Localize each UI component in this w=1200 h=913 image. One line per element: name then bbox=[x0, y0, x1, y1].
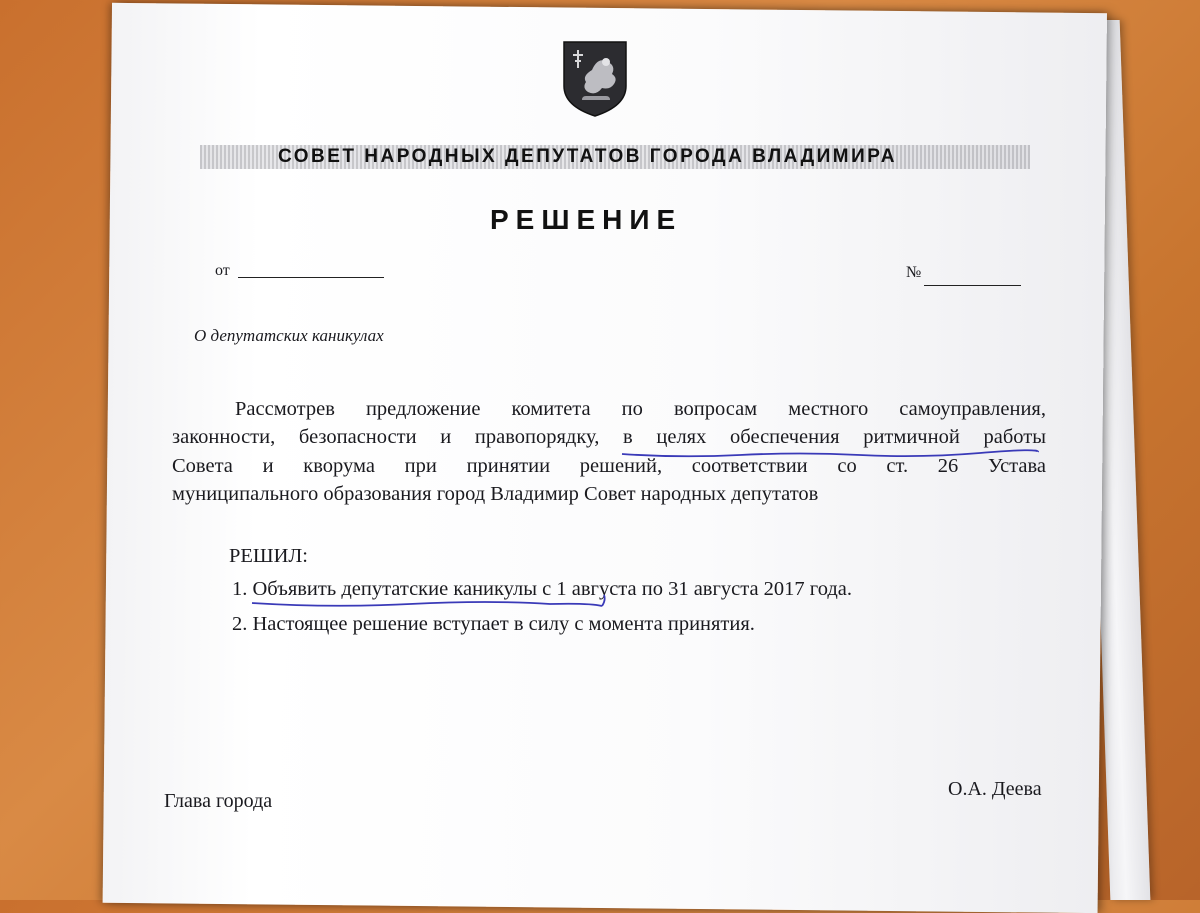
decision-title: РЕШЕНИЕ bbox=[490, 204, 683, 235]
signature-title: Глава города bbox=[164, 790, 273, 812]
preamble-line-1: Рассмотрев предложение комитета по вопросам местного самоуправления, bbox=[235, 398, 1046, 420]
pen-underline-preamble bbox=[620, 446, 1040, 462]
decision-subject: О депутатских каникулах bbox=[194, 326, 384, 345]
resolved-heading: РЕШИЛ: bbox=[229, 545, 309, 567]
council-name: СОВЕТ НАРОДНЫХ ДЕПУТАТОВ ГОРОДА ВЛАДИМИРА bbox=[278, 146, 897, 167]
preamble-line-4: муниципального образования город Владимир Совет народных депутатов bbox=[172, 483, 819, 505]
signature-name: О.А. Деева bbox=[948, 778, 1042, 800]
date-blank-line bbox=[238, 277, 384, 278]
preamble-line-2: законности, безопасности и правопорядку, в целях обеспечения ритмичной работы bbox=[172, 426, 1046, 448]
resolution-item-2: 2. Настоящее решение вступает в силу с момента принятия. bbox=[232, 613, 755, 635]
pen-underline-item-1 bbox=[250, 594, 620, 614]
number-label: № bbox=[906, 264, 922, 281]
date-label: от bbox=[215, 262, 230, 279]
number-blank-line bbox=[924, 285, 1021, 286]
resolution-item-1: 1. Объявить депутатские каникулы с 1 августа по 31 августа 2017 года. bbox=[232, 578, 853, 600]
preamble-line-3: Совета и кворума при принятии решений, соответствии со ст. 26 Устава bbox=[172, 455, 1046, 477]
city-coat-of-arms-icon bbox=[562, 40, 628, 118]
